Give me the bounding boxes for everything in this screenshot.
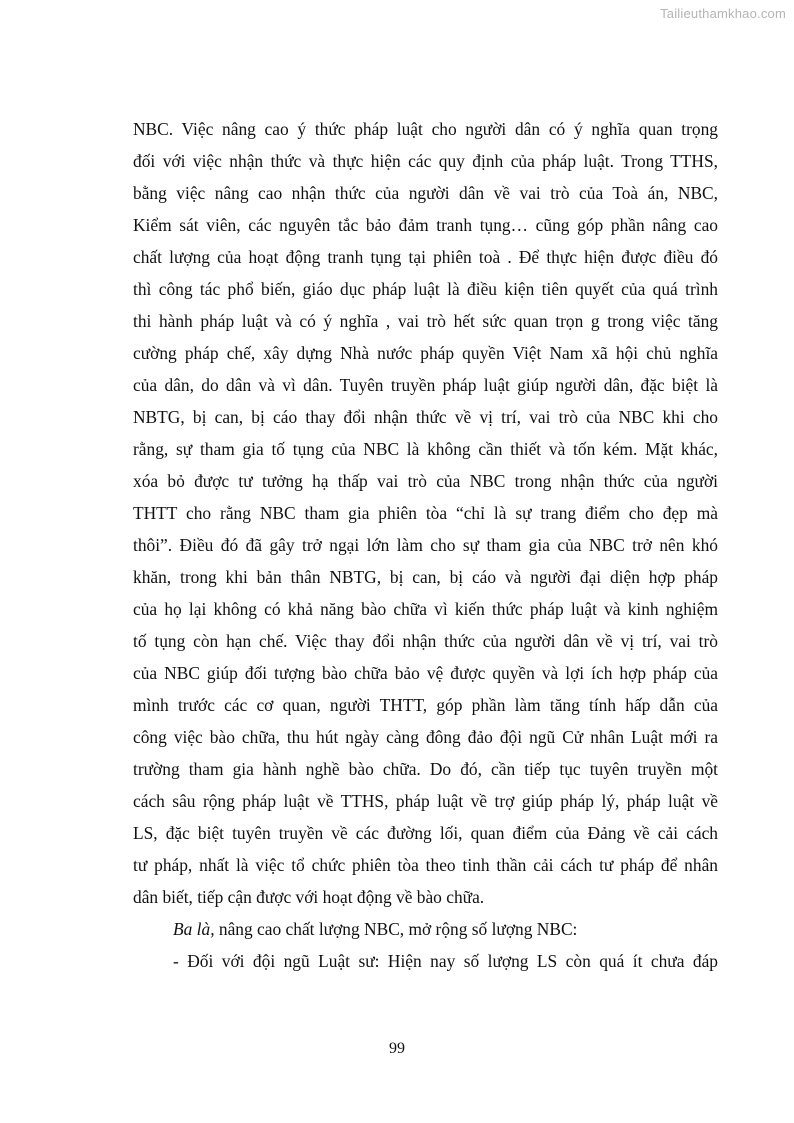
text-line: THTT cho rằng NBC tham gia phiên tòa “chỉ là sự trang điểm cho đẹp mà xyxy=(133,503,718,523)
text-line: công việc bào chữa, thu hút ngày càng đông đảo đội ngũ Cử nhân Luật mới ra xyxy=(133,727,718,747)
text-line: của họ lại không có khả năng bào chữa vì kiến thức pháp luật và kinh nghiệm xyxy=(133,599,718,619)
text-line: trường tham gia hành nghề bào chữa. Do đó, cần tiếp tục tuyên truyền một xyxy=(133,759,718,779)
section-heading-line xyxy=(133,913,718,945)
section-heading-text: nâng cao chất lượng NBC, mở rộng số lượng NBC: xyxy=(214,919,578,939)
text-line: cường pháp chế, xây dựng Nhà nước pháp quyền Việt Nam xã hội chủ nghĩa xyxy=(133,343,718,363)
text-line: cách sâu rộng pháp luật về TTHS, pháp luật về trợ giúp pháp lý, pháp luật về xyxy=(133,791,718,811)
text-line: thì công tác phổ biến, giáo dục pháp luật là điều kiện tiên quyết của quá trình xyxy=(133,279,718,299)
section-lead: Ba là, xyxy=(173,919,215,939)
text-line: rằng, sự tham gia tố tụng của NBC là không cần thiết và tốn kém. Mặt khác, xyxy=(133,439,718,459)
text-line: thôi”. Điều đó đã gây trở ngại lớn làm cho sự tham gia của NBC trở nên khó xyxy=(133,535,718,555)
bullet-line: - Đối với đội ngũ Luật sư: Hiện nay số lượng LS còn quá ít chưa đáp xyxy=(173,951,718,971)
text-line: NBC. Việc nâng cao ý thức pháp luật cho người dân có ý nghĩa quan trọng xyxy=(133,119,718,139)
text-line: Kiểm sát viên, các nguyên tắc bảo đảm tranh tụng… cũng góp phần nâng cao xyxy=(133,215,718,235)
text-line: xóa bỏ được tư tưởng hạ thấp vai trò của NBC trong nhận thức của người xyxy=(133,471,718,491)
watermark: Tailieuthamkhao.com xyxy=(660,6,786,21)
text-line: của NBC giúp đối tượng bào chữa bảo vệ được quyền và lợi ích hợp pháp của xyxy=(133,663,718,683)
text-line: khăn, trong khi bản thân NBTG, bị can, bị cáo và người đại diện hợp pháp xyxy=(133,567,718,587)
text-line: của dân, do dân và vì dân. Tuyên truyền pháp luật giúp người dân, đặc biệt là xyxy=(133,375,718,395)
text-line: tư pháp, nhất là việc tổ chức phiên tòa theo tinh thần cải cách tư pháp để nhân xyxy=(133,855,718,875)
text-line: LS, đặc biệt tuyên truyền về các đường lối, quan điểm của Đảng về cải cách xyxy=(133,823,718,843)
text-line: đối với việc nhận thức và thực hiện các quy định của pháp luật. Trong TTHS, xyxy=(133,151,718,171)
text-line-last: dân biết, tiếp cận được với hoạt động về bào chữa. xyxy=(133,887,485,907)
text-line: NBTG, bị can, bị cáo thay đổi nhận thức về vị trí, vai trò của NBC khi cho xyxy=(133,407,718,427)
page-number: 99 xyxy=(389,1040,405,1057)
text-line: mình trước các cơ quan, người THTT, góp phần làm tăng tính hấp dẫn của xyxy=(133,695,718,715)
text-line: tố tụng còn hạn chế. Việc thay đổi nhận thức của người dân về vị trí, vai trò xyxy=(133,631,718,651)
text-line: bằng việc nâng cao nhận thức của người dân về vai trò của Toà án, NBC, xyxy=(133,183,718,203)
body-text xyxy=(133,113,718,977)
text-line: chất lượng của hoạt động tranh tụng tại phiên toà . Để thực hiện được điều đó xyxy=(133,247,718,267)
text-line: thi hành pháp luật và có ý nghĩa , vai trò hết sức quan trọn g trong việc tăng xyxy=(133,311,718,331)
